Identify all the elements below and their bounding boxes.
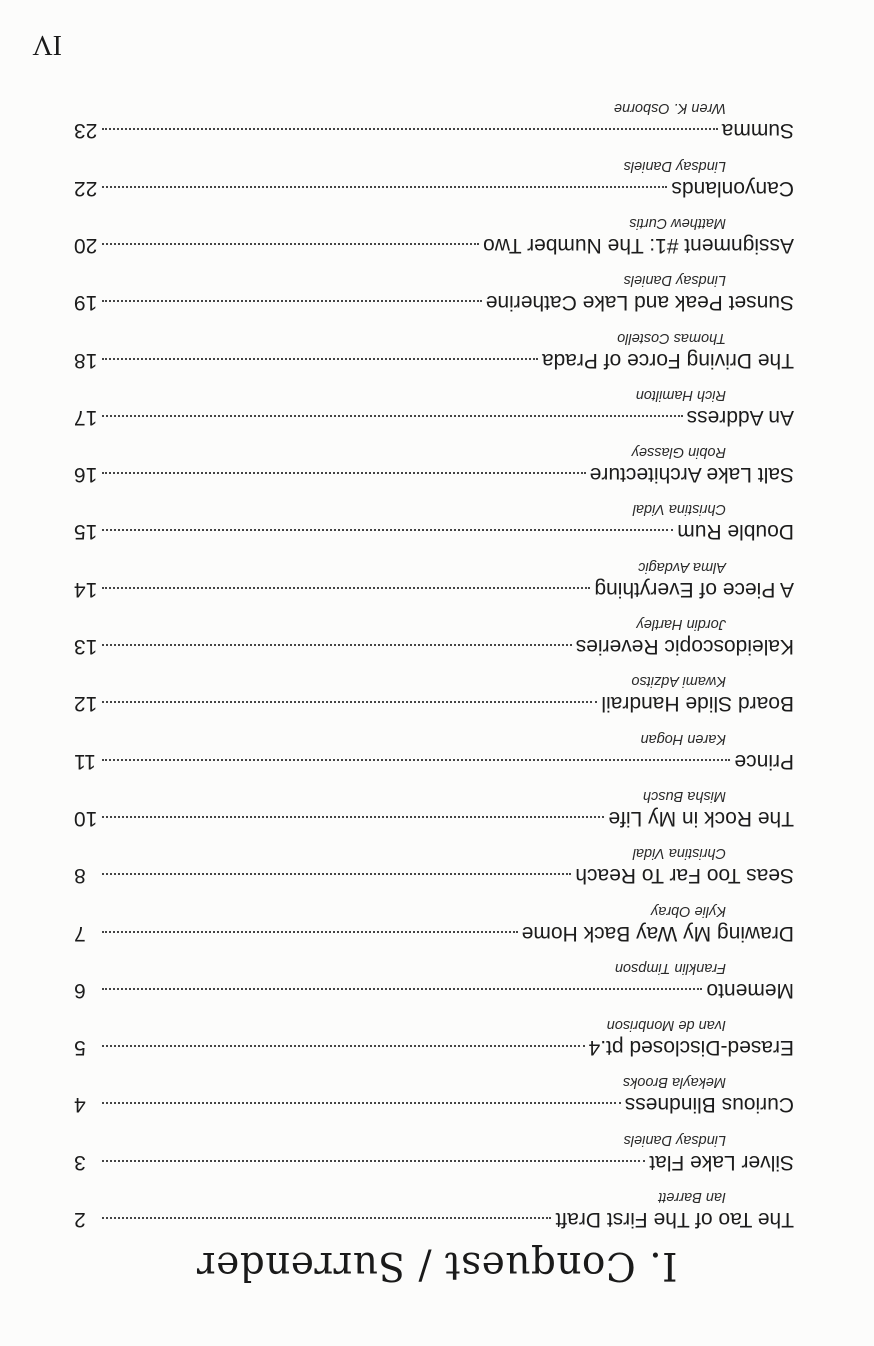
- toc-entry-title: Memento: [706, 978, 794, 1002]
- toc-entry-page: 22: [74, 176, 98, 200]
- toc-entry-line: [74, 1206, 794, 1232]
- toc-entry-page: 2: [74, 1208, 86, 1231]
- toc-entry-page: 17: [74, 405, 98, 429]
- dot-leader: [102, 529, 673, 532]
- toc-entry-author: Matthew Curtis: [629, 214, 726, 231]
- toc-entry-title: Prince: [734, 749, 794, 773]
- toc-entry: [74, 315, 794, 372]
- toc-entry: [74, 430, 794, 487]
- toc-entry-page: 7: [74, 921, 86, 945]
- toc-entry-author: Christina Vidal: [632, 501, 726, 518]
- toc-entry-title: Sunset Peak and Lake Catherine: [485, 291, 794, 315]
- toc-entry-line: [74, 633, 794, 659]
- toc-entry-line: [74, 1034, 794, 1060]
- toc-entry-title: Curious Blindness: [624, 1093, 794, 1117]
- toc-entry-title: Erased-Disclosed pt.4: [588, 1036, 794, 1060]
- toc-entry: [74, 946, 794, 1003]
- toc-entry-title: The Tao of The First Draft: [555, 1208, 794, 1231]
- toc-entry-line: [74, 920, 794, 946]
- toc-entry: [74, 659, 794, 716]
- toc-entry: [74, 487, 794, 544]
- toc-entry-line: [74, 805, 794, 831]
- toc-entry-author: Misha Busch: [642, 787, 726, 804]
- toc-entry: [74, 831, 794, 888]
- toc-entry-title: Canyonlands: [671, 176, 794, 200]
- table-of-contents: [74, 86, 794, 1232]
- toc-entry-page: 16: [74, 463, 98, 487]
- toc-entry-title: Seas Too Far To Reach: [575, 864, 794, 888]
- toc-entry-title: Kaleidoscopic Reveries: [575, 635, 794, 659]
- toc-entry-author: Ivan de Monbrison: [606, 1017, 726, 1034]
- toc-entry-page: 13: [74, 635, 98, 659]
- toc-entry-line: [74, 748, 794, 774]
- toc-entry: [74, 602, 794, 659]
- toc-entry: [74, 143, 794, 200]
- toc-entry-author: Kylie Obray: [651, 902, 726, 919]
- toc-entry: [74, 86, 794, 143]
- page-number: IV: [32, 29, 62, 60]
- dot-leader: [102, 701, 597, 704]
- toc-entry-line: [74, 690, 794, 716]
- toc-entry-page: 4: [74, 1093, 86, 1117]
- toc-entry-page: 15: [74, 520, 98, 544]
- toc-entry-line: [74, 518, 794, 544]
- toc-entry-page: 5: [74, 1036, 86, 1060]
- toc-entry-title: Board Slide Handrail: [601, 692, 794, 716]
- dot-leader: [102, 358, 538, 361]
- toc-entry-author: Christina Vidal: [632, 845, 726, 862]
- toc-entry-line: [74, 1091, 794, 1117]
- toc-entry-title: An Address: [686, 405, 794, 429]
- toc-entry-page: 11: [74, 749, 96, 773]
- toc-entry-line: [74, 404, 794, 430]
- toc-entry-title: Drawing My Way Back Home: [521, 921, 794, 945]
- toc-entry: [74, 888, 794, 945]
- dot-leader: [102, 1045, 585, 1048]
- section-title: I. Conquest / Surrender: [196, 1243, 678, 1288]
- toc-entry-line: [74, 347, 794, 373]
- toc-entry: [74, 1060, 794, 1117]
- dot-leader: [102, 1217, 552, 1220]
- toc-entry: [74, 1117, 794, 1174]
- toc-entry-page: 10: [74, 806, 98, 830]
- toc-entry-page: 12: [74, 692, 98, 716]
- toc-entry-title: The Driving Force of Prada: [541, 348, 794, 372]
- toc-entry: [74, 1003, 794, 1060]
- toc-entry-page: 18: [74, 348, 98, 372]
- dot-leader: [102, 472, 586, 475]
- toc-entry-title: Salt Lake Architecture: [589, 463, 794, 487]
- toc-entry-line: [74, 862, 794, 888]
- dot-leader: [102, 644, 572, 647]
- dot-leader: [102, 186, 667, 189]
- toc-entry-title: Silver Lake Flat: [649, 1150, 794, 1174]
- toc-entry-line: [74, 977, 794, 1003]
- toc-entry-author: Mekayla Brooks: [622, 1074, 726, 1091]
- toc-entry-title: The Rock in My Life: [608, 806, 794, 830]
- toc-entry-page: 19: [74, 291, 98, 315]
- toc-entry-title: Double Rum: [677, 520, 794, 544]
- toc-entry-line: [74, 175, 794, 201]
- toc-entry: [74, 258, 794, 315]
- toc-entry-author: Thomas Costello: [617, 329, 726, 346]
- toc-entry-line: [74, 117, 794, 143]
- toc-entry-line: [74, 289, 794, 315]
- toc-entry-author: Karen Hogan: [640, 730, 726, 747]
- dot-leader: [102, 816, 604, 819]
- toc-entry-page: 3: [74, 1150, 86, 1174]
- toc-entry-author: Rich Hamilton: [635, 386, 726, 403]
- toc-entry-line: [74, 576, 794, 602]
- toc-entry-title: A Piece of Everything: [594, 577, 794, 601]
- toc-entry: [74, 544, 794, 601]
- toc-entry-author: Lindsay Daniels: [623, 157, 726, 174]
- toc-entry-page: 14: [74, 577, 98, 601]
- dot-leader: [102, 1160, 645, 1163]
- toc-entry-author: Lindsay Daniels: [623, 1131, 726, 1148]
- dot-leader: [102, 1102, 621, 1105]
- toc-entry-author: Jordin Hartley: [636, 616, 726, 633]
- toc-entry-author: Kwami Adzitso: [631, 673, 726, 690]
- toc-entry-author: Ian Barrett: [658, 1189, 726, 1205]
- dot-leader: [102, 759, 730, 762]
- toc-entry-author: Lindsay Daniels: [623, 272, 726, 289]
- dot-leader: [102, 300, 482, 303]
- dot-leader: [102, 988, 702, 991]
- toc-entry: [74, 1175, 794, 1232]
- toc-entry-author: Franklin Timpson: [614, 959, 726, 976]
- dot-leader: [102, 931, 518, 934]
- toc-entry-page: 6: [74, 978, 86, 1002]
- toc-entry-page: 8: [74, 864, 86, 888]
- dot-leader: [102, 587, 590, 590]
- toc-entry-line: [74, 232, 794, 258]
- toc-entry-title: Summa: [721, 119, 794, 143]
- toc-entry-line: [74, 1149, 794, 1175]
- toc-entry: [74, 716, 794, 773]
- toc-entry: [74, 373, 794, 430]
- dot-leader: [102, 415, 683, 418]
- toc-entry-author: Alma Avdagic: [638, 558, 726, 575]
- dot-leader: [102, 243, 479, 246]
- toc-entry-page: 23: [74, 119, 98, 143]
- toc-entry: [74, 201, 794, 258]
- dot-leader: [102, 873, 571, 876]
- toc-entry-page: 20: [74, 233, 98, 257]
- toc-entry-title: Assignment #1: The Number Two: [483, 233, 794, 257]
- toc-entry-author: Wren K. Osborne: [613, 100, 726, 117]
- toc-entry: [74, 774, 794, 831]
- toc-entry-author: Robin Glassey: [631, 444, 726, 461]
- toc-entry-line: [74, 461, 794, 487]
- dot-leader: [102, 128, 718, 131]
